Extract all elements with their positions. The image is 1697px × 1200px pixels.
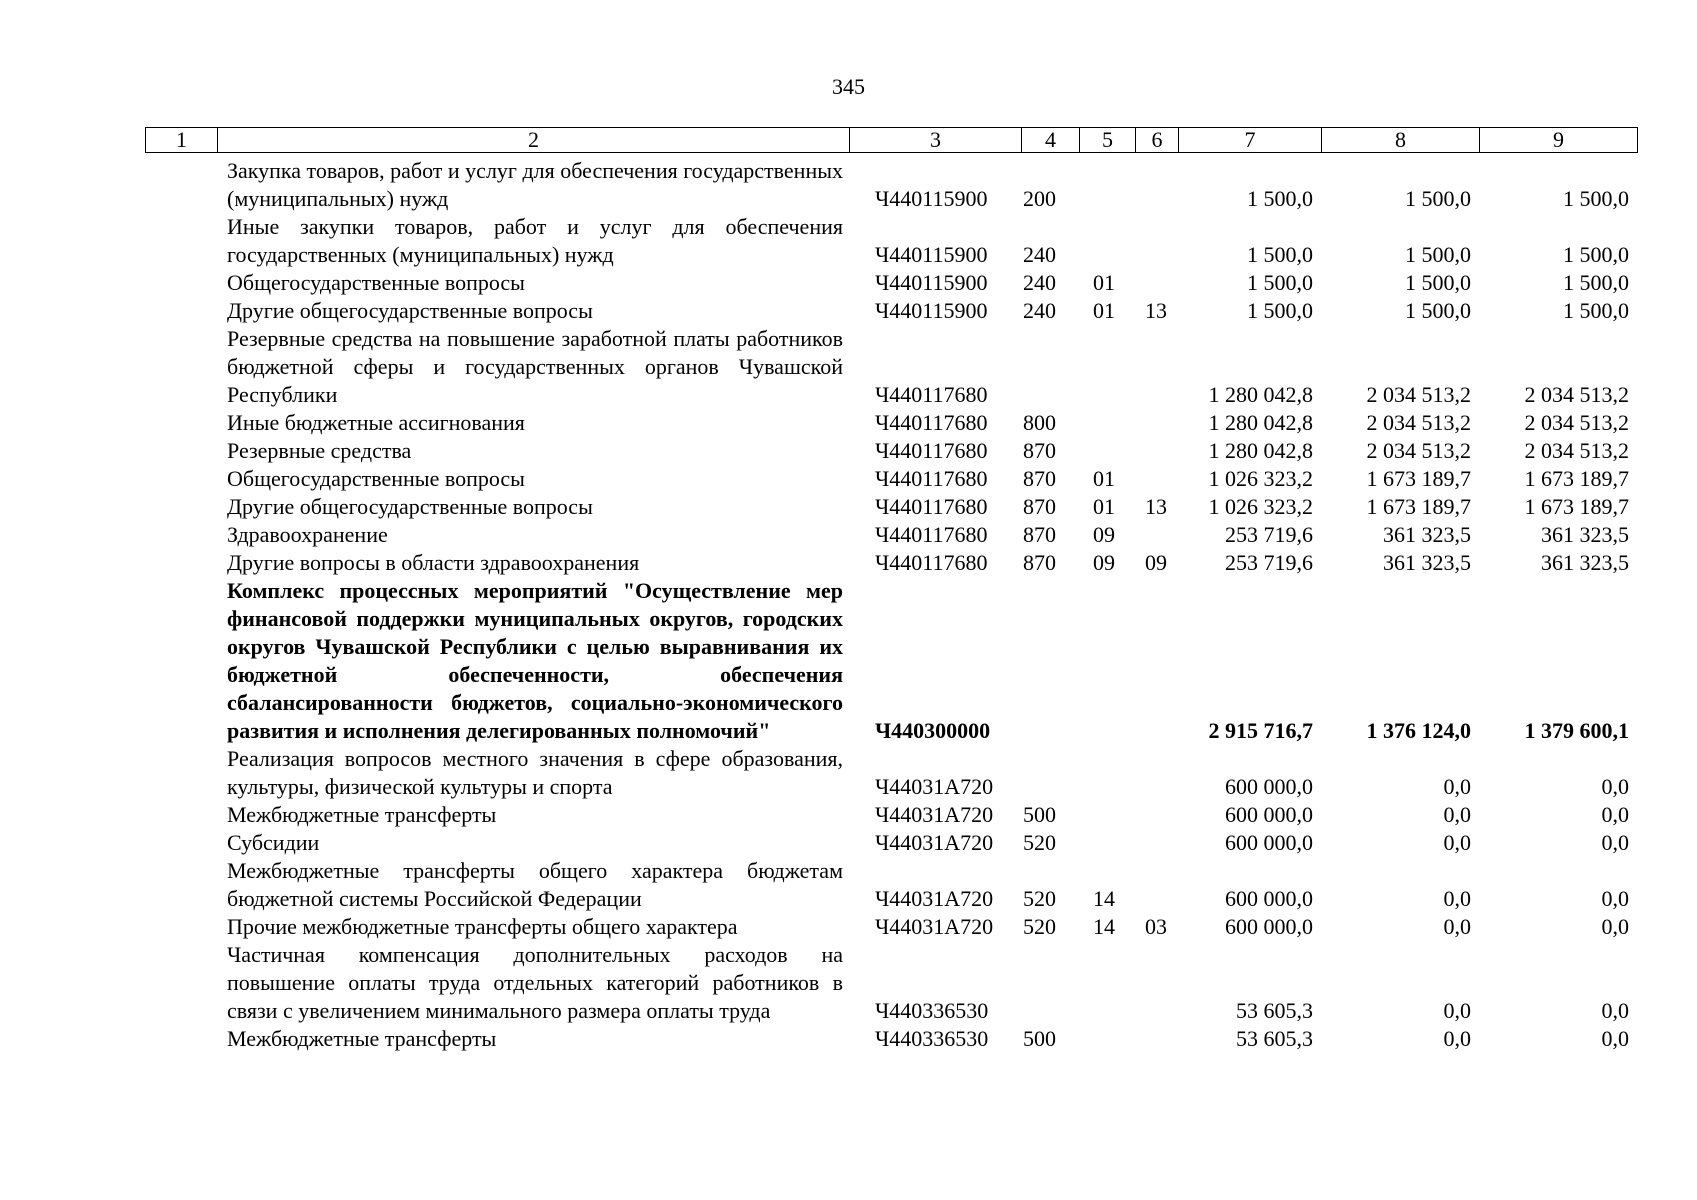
column-number-header [145,127,1638,153]
cell-col-1 [145,409,217,437]
header-row [146,128,1638,153]
table-row [145,157,1637,213]
cell-col-1 [145,941,217,1025]
row-expense-type: 870 [1023,466,1056,491]
row-target-code: Ч440300000 [875,718,991,743]
row-name: Общегосударственные вопросы [227,270,525,295]
column-header-7: 7 [1179,128,1322,153]
row-target-code: Ч440117680 [875,410,988,435]
row-section [1079,437,1135,465]
row-value-col8: 1 376 124,0 [1366,718,1471,743]
row-expense-type: 800 [1023,410,1056,435]
cell-col-1 [145,213,217,269]
row-section [1079,409,1135,437]
row-expense-type: 240 [1023,270,1056,295]
row-value-col8: 1 500,0 [1405,186,1471,211]
row-section [1079,745,1135,801]
table-row [145,549,1637,577]
row-subsection: 09 [1145,550,1167,575]
row-target-code: Ч440117680 [875,466,988,491]
row-value-col7: 600 000,0 [1225,802,1313,827]
row-section: 01 [1093,270,1115,295]
row-section [1079,801,1135,829]
row-target-code: Ч440115900 [875,298,988,323]
cell-col-1 [145,913,217,941]
row-value-col7: 600 000,0 [1225,914,1313,939]
row-value-col7: 1 280 042,8 [1208,438,1313,463]
cell-col-1 [145,829,217,857]
row-value-col8: 1 673 189,7 [1366,466,1471,491]
row-subsection [1135,577,1178,745]
row-target-code: Ч44031А720 [875,914,994,939]
row-expense-type: 870 [1023,438,1056,463]
row-value-col9: 361 323,5 [1541,550,1629,575]
row-value-col8: 0,0 [1443,802,1471,827]
row-section: 01 [1093,466,1115,491]
row-section [1079,829,1135,857]
row-target-code: Ч440117680 [875,550,988,575]
row-value-col7: 1 500,0 [1247,242,1313,267]
row-name: Другие общегосударственные вопросы [227,298,593,323]
row-value-col7: 1 500,0 [1247,298,1313,323]
row-value-col8: 0,0 [1443,998,1471,1023]
row-target-code: Ч440115900 [875,186,988,211]
row-name: Резервные средства [227,438,412,463]
row-value-col9: 0,0 [1601,886,1629,911]
cell-col-1 [145,493,217,521]
row-section [1079,157,1135,213]
cell-col-1 [145,297,217,325]
cell-col-1 [145,157,217,213]
row-target-code: Ч440117680 [875,494,988,519]
row-value-col7: 600 000,0 [1225,774,1313,799]
row-subsection [1135,857,1178,913]
row-expense-type [1021,577,1079,745]
budget-rows [145,157,1637,1053]
row-subsection [1135,829,1178,857]
table-row [145,325,1637,409]
row-value-col8: 0,0 [1443,830,1471,855]
row-value-col7: 1 500,0 [1247,186,1313,211]
row-value-col7: 1 026 323,2 [1208,466,1313,491]
table-row [145,577,1637,745]
row-target-code: Ч440336530 [875,998,989,1023]
table-row [145,1025,1637,1053]
row-value-col7: 53 605,3 [1236,1026,1313,1051]
row-name: Субсидии [227,830,320,855]
row-target-code: Ч440117680 [875,522,988,547]
row-section: 14 [1093,886,1115,911]
row-target-code: Ч440336530 [875,1026,989,1051]
row-expense-type: 500 [1023,802,1056,827]
row-value-col9: 1 500,0 [1563,298,1629,323]
row-value-col7: 1 280 042,8 [1208,410,1313,435]
cell-col-1 [145,437,217,465]
row-value-col8: 361 323,5 [1383,550,1471,575]
table-row [145,521,1637,549]
row-expense-type: 500 [1023,1026,1056,1051]
row-name: Межбюджетные трансферты [227,802,497,827]
row-subsection [1135,1025,1178,1053]
row-name: Другие общегосударственные вопросы [227,494,593,519]
row-value-col9: 0,0 [1601,1026,1629,1051]
row-target-code: Ч44031А720 [875,774,994,799]
column-header-1: 1 [146,128,218,153]
row-value-col7: 2 915 716,7 [1208,718,1313,743]
row-value-col7: 53 605,3 [1236,998,1313,1023]
row-subsection: 13 [1145,494,1167,519]
row-name: Общегосударственные вопросы [227,466,525,491]
row-name: Иные бюджетные ассигнования [227,410,525,435]
row-subsection: 13 [1145,298,1167,323]
row-value-col8: 1 673 189,7 [1366,494,1471,519]
row-target-code: Ч44031А720 [875,830,994,855]
row-subsection [1135,213,1178,269]
row-value-col8: 1 500,0 [1405,242,1471,267]
row-name: Комплекс процессных мероприятий "Осуществление мер финансовой поддержки муниципальных округов, городских округов Чувашской Республики с целью выравнивания их бюджетной обеспеченности, обеспечения сбалансированности бюджетов, социально-экономического развития и исполнения делегированных полномочий" [227,578,843,743]
row-value-col8: 2 034 513,2 [1366,438,1471,463]
row-value-col9: 2 034 513,2 [1524,410,1629,435]
cell-col-1 [145,745,217,801]
table-row [145,801,1637,829]
table-row [145,213,1637,269]
page-number: 345 [832,74,865,99]
column-header-3: 3 [850,128,1022,153]
cell-col-1 [145,325,217,409]
row-value-col7: 253 719,6 [1225,550,1313,575]
row-name: Межбюджетные трансферты общего характера бюджетам бюджетной системы Российской Федерации [227,858,843,911]
row-value-col9: 0,0 [1601,914,1629,939]
table-row [145,297,1637,325]
row-target-code: Ч440117680 [875,382,988,407]
row-subsection [1135,437,1178,465]
row-target-code: Ч440117680 [875,438,988,463]
budget-table [145,157,1637,1053]
row-value-col9: 1 500,0 [1563,270,1629,295]
row-value-col9: 0,0 [1601,830,1629,855]
row-name: Иные закупки товаров, работ и услуг для обеспечения государственных (муниципальных) нужд [227,214,843,267]
row-value-col9: 1 500,0 [1563,186,1629,211]
row-subsection [1135,745,1178,801]
table-row [145,913,1637,941]
row-expense-type [1021,745,1079,801]
column-header-9: 9 [1480,128,1638,153]
row-subsection [1135,269,1178,297]
table-row [145,409,1637,437]
row-section: 09 [1093,522,1115,547]
row-value-col7: 1 026 323,2 [1208,494,1313,519]
table-row [145,437,1637,465]
row-section [1079,577,1135,745]
row-target-code: Ч44031А720 [875,802,994,827]
row-value-col9: 0,0 [1601,998,1629,1023]
table-row [145,465,1637,493]
row-value-col7: 600 000,0 [1225,830,1313,855]
row-expense-type: 870 [1023,522,1056,547]
table-row [145,857,1637,913]
row-subsection [1135,941,1178,1025]
row-subsection [1135,801,1178,829]
row-section [1079,213,1135,269]
cell-col-1 [145,577,217,745]
row-value-col9: 1 673 189,7 [1524,494,1629,519]
cell-col-1 [145,1025,217,1053]
row-value-col9: 2 034 513,2 [1524,438,1629,463]
row-value-col8: 0,0 [1443,1026,1471,1051]
row-value-col9: 1 379 600,1 [1524,718,1629,743]
row-section [1079,1025,1135,1053]
row-value-col9: 1 673 189,7 [1524,466,1629,491]
row-expense-type: 520 [1023,886,1056,911]
column-header-8: 8 [1322,128,1480,153]
row-value-col9: 1 500,0 [1563,242,1629,267]
column-header-5: 5 [1080,128,1136,153]
row-expense-type: 870 [1023,494,1056,519]
row-value-col8: 361 323,5 [1383,522,1471,547]
cell-col-1 [145,549,217,577]
row-subsection [1135,521,1178,549]
row-expense-type: 240 [1023,242,1056,267]
row-value-col8: 0,0 [1443,774,1471,799]
row-value-col8: 1 500,0 [1405,270,1471,295]
row-subsection [1135,157,1178,213]
row-subsection: 03 [1145,914,1167,939]
row-name: Прочие межбюджетные трансферты общего характера [227,914,738,939]
row-section: 01 [1093,494,1115,519]
cell-col-1 [145,269,217,297]
row-name: Другие вопросы в области здравоохранения [227,550,640,575]
cell-col-1 [145,521,217,549]
row-target-code: Ч440115900 [875,242,988,267]
row-section [1079,325,1135,409]
row-name: Частичная компенсация дополнительных расходов на повышение оплаты труда отдельных категорий работников в связи с увеличением минимального размера оплаты труда [227,942,843,1023]
cell-col-1 [145,857,217,913]
row-expense-type [1021,325,1079,409]
row-target-code: Ч44031А720 [875,886,994,911]
row-name: Реализация вопросов местного значения в сфере образования, культуры, физической культуры и спорта [227,746,843,799]
row-expense-type: 520 [1023,914,1056,939]
row-section: 14 [1093,914,1115,939]
row-section: 01 [1093,298,1115,323]
row-expense-type: 240 [1023,298,1056,323]
row-value-col8: 1 500,0 [1405,298,1471,323]
row-value-col7: 1 500,0 [1247,270,1313,295]
row-value-col9: 361 323,5 [1541,522,1629,547]
cell-col-1 [145,465,217,493]
column-header-2: 2 [218,128,850,153]
row-section: 09 [1093,550,1115,575]
row-value-col8: 0,0 [1443,886,1471,911]
row-expense-type [1021,941,1079,1025]
row-value-col7: 1 280 042,8 [1208,382,1313,407]
row-subsection [1135,409,1178,437]
row-target-code: Ч440115900 [875,270,988,295]
row-value-col7: 253 719,6 [1225,522,1313,547]
row-section [1079,941,1135,1025]
row-name: Межбюджетные трансферты [227,1026,497,1051]
row-value-col9: 0,0 [1601,774,1629,799]
table-row [145,745,1637,801]
row-expense-type: 520 [1023,830,1056,855]
row-name: Закупка товаров, работ и услуг для обеспечения государственных (муниципальных) нужд [227,158,844,211]
row-expense-type: 870 [1023,550,1056,575]
row-subsection [1135,465,1178,493]
row-expense-type: 200 [1023,186,1056,211]
row-value-col8: 2 034 513,2 [1366,410,1471,435]
row-value-col9: 2 034 513,2 [1524,382,1629,407]
table-row [145,829,1637,857]
row-name: Резервные средства на повышение заработной платы работников бюджетной сферы и государственных органов Чувашской Республики [227,326,843,407]
cell-col-1 [145,801,217,829]
row-value-col8: 0,0 [1443,914,1471,939]
column-header-4: 4 [1022,128,1080,153]
table-row [145,269,1637,297]
row-value-col7: 600 000,0 [1225,886,1313,911]
table-row [145,941,1637,1025]
row-value-col9: 0,0 [1601,802,1629,827]
row-name: Здравоохранение [227,522,388,547]
row-value-col8: 2 034 513,2 [1366,382,1471,407]
row-subsection [1135,325,1178,409]
table-row [145,493,1637,521]
column-header-6: 6 [1136,128,1179,153]
